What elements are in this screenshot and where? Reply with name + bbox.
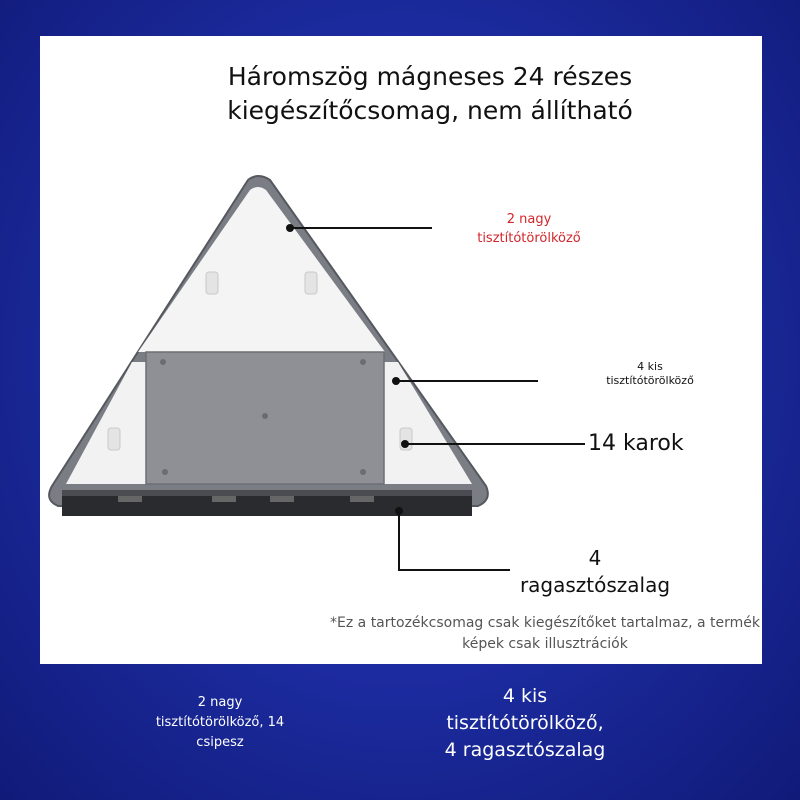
label-clips: 14 karok [588, 431, 684, 456]
footer-left: 2 nagy tisztítótörölköző, 14 csipesz [155, 695, 285, 750]
disclaimer-note: *Ez a tartozékcsomag csak kiegészítőket tartalmaz, a termék képek csak illusztrációk [330, 615, 760, 652]
label-large-pads: 2 nagy tisztítótörölköző [477, 212, 581, 246]
page-title: Háromszög mágneses 24 részes kiegészítőcsomag, nem állítható [227, 62, 633, 125]
clip [305, 272, 317, 294]
footer-right: 4 kis tisztítótörölköző, 4 ragasztószalag [444, 685, 606, 761]
label-tape: 4 ragasztószalag [519, 546, 671, 597]
large-pad-top [138, 187, 385, 352]
small-pad-left [66, 362, 148, 484]
clip [206, 272, 218, 294]
pointer-tape [395, 507, 510, 570]
label-small-pads: 4 kis tisztítótörölköző [606, 360, 694, 387]
pointer-large-pads [286, 224, 432, 232]
clip [108, 428, 120, 450]
